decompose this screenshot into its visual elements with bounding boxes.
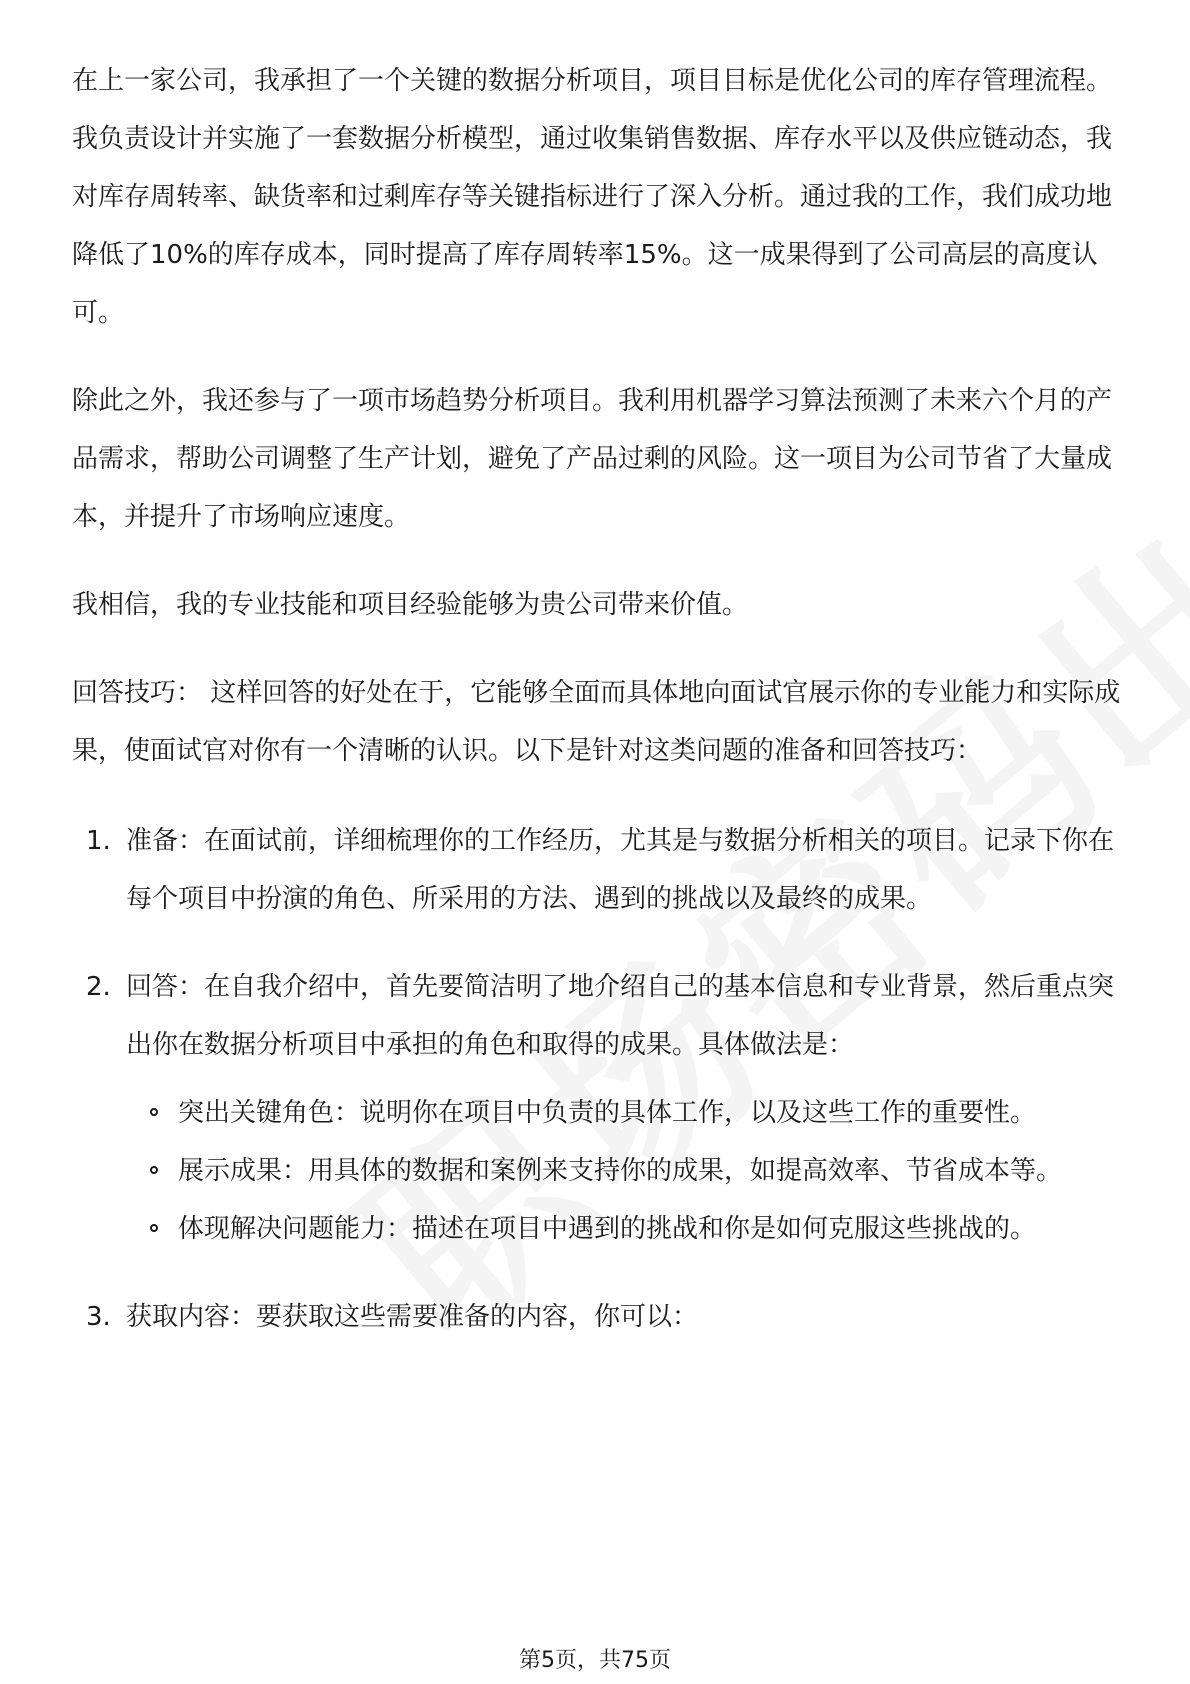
paragraph-project-market: 除此之外，我还参与了一项市场趋势分析项目。我利用机器学习算法预测了未来六个月的产品需求，帮助公司调整了生产计划，避免了产品过剩的风险。这一项目为公司节省了大量成本，并提升了市场响应速度。 xyxy=(72,386,1113,532)
sub-list-item xyxy=(126,1142,1122,1200)
sub-list-item xyxy=(126,1200,1122,1258)
page-footer: 第5页，共75页 xyxy=(519,1648,671,1673)
list-item-text: 获取内容：要获取这些需要准备的内容，你可以： xyxy=(126,1302,699,1332)
sub-list-item xyxy=(126,1084,1122,1142)
circle-bullet-icon xyxy=(150,1166,158,1174)
list-item xyxy=(72,812,1122,928)
list-number: 2. xyxy=(86,972,111,1002)
list-number: 1. xyxy=(86,826,111,856)
paragraph-project-inventory: 在上一家公司，我承担了一个关键的数据分析项目，项目目标是优化公司的库存管理流程。我负责设计并实施了一套数据分析模型，通过收集销售数据、库存水平以及供应链动态，我对库存周转率、缺货率和过剩库存等关键指标进行了深入分析。通过我的工作，我们成功地降低了10%的库存成本，同时提高了库存周转率15%。这一成果得到了公司高层的高度认可。 xyxy=(72,66,1113,328)
list-number: 3. xyxy=(86,1302,111,1332)
sub-list xyxy=(126,1084,1122,1258)
list-item xyxy=(72,1288,1122,1346)
sub-list-item-text: 展示成果：用具体的数据和案例来支持你的成果，如提高效率、节省成本等。 xyxy=(178,1156,1063,1186)
page-content xyxy=(72,52,1122,1376)
list-item-text: 准备：在面试前，详细梳理你的工作经历，尤其是与数据分析相关的项目。记录下你在每个项目中扮演的角色、所采用的方法、遇到的挑战以及最终的成果。 xyxy=(126,826,1115,914)
sub-list-item-text: 体现解决问题能力：描述在项目中遇到的挑战和你是如何克服这些挑战的。 xyxy=(178,1214,1037,1244)
sub-list-item-text: 突出关键角色：说明你在项目中负责的具体工作，以及这些工作的重要性。 xyxy=(178,1098,1037,1128)
steps-list xyxy=(72,812,1122,1346)
circle-bullet-icon xyxy=(150,1224,158,1232)
paragraph-conclusion: 我相信，我的专业技能和项目经验能够为贵公司带来价值。 xyxy=(72,590,749,620)
list-item xyxy=(72,958,1122,1258)
circle-bullet-icon xyxy=(150,1108,158,1116)
list-item-text: 回答：在自我介绍中，首先要简洁明了地介绍自己的基本信息和专业背景，然后重点突出你在数据分析项目中承担的角色和取得的成果。具体做法是： xyxy=(126,972,1115,1060)
paragraph-answer-tips: 回答技巧： 这样回答的好处在于，它能够全面而具体地向面试官展示你的专业能力和实际成果，使面试官对你有一个清晰的认识。以下是针对这类问题的准备和回答技巧： xyxy=(72,678,1121,766)
